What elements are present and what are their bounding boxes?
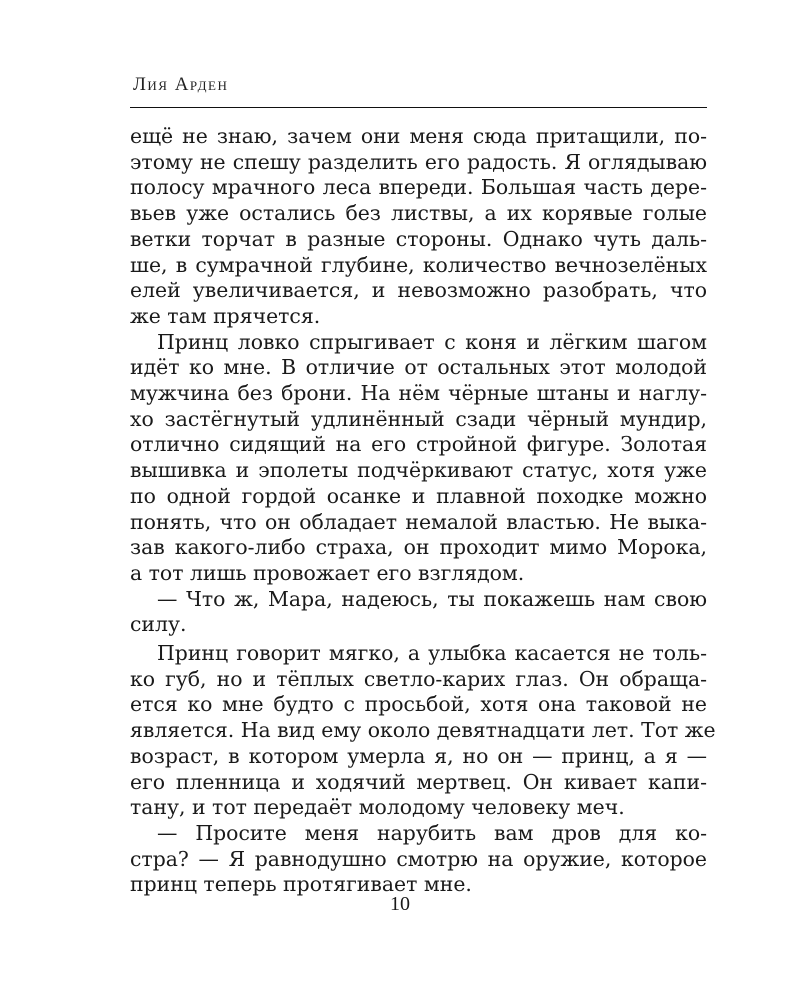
text-line: Принц говорит мягко, а улыбка касается не толь- (157, 641, 707, 666)
text-line: тану, и тот передаёт молодому человеку меч. (130, 795, 625, 820)
text-line: по одной гордой осанке и плавной походке можно (130, 483, 707, 508)
text-line: же там прячется. (130, 303, 321, 328)
text-line: его пленница и ходячий мертвец. Он кивает капи- (130, 769, 707, 794)
text-line: идёт ко мне. В отличие от остальных этот молодой (130, 355, 707, 380)
text-line: силу. (130, 612, 187, 637)
text-line: ше, в сумрачной глубине, количество вечнозелёных (130, 252, 707, 277)
text-line: — Что ж, Мара, надеюсь, ты покажешь нам свою (157, 586, 707, 611)
text-line: ко губ, но и тёплых светло-карих глаз. Он обраща- (130, 666, 707, 691)
text-line: вышивка и эполеты подчёркивают статус, хотя уже (130, 458, 707, 483)
text-line: отлично сидящий на его стройной фигуре. Золотая (130, 432, 707, 457)
text-line: стра? — Я равнодушно смотрю на оружие, которое (130, 846, 707, 871)
text-line: а тот лишь провожает его взглядом. (130, 560, 525, 585)
text-line: мужчина без брони. На нём чёрные штаны и наглу- (130, 381, 707, 406)
running-head-author: Лия Арден (133, 74, 229, 95)
text-line: ветки торчат в разные стороны. Однако чуть даль- (130, 226, 707, 251)
text-line: понять, что он обладает немалой властью. Не выка- (130, 509, 707, 534)
text-line: этому не спешу разделить его радость. Я оглядываю (130, 149, 707, 174)
text-line: принц теперь протягивает мне. (130, 872, 472, 897)
text-line: ещё не знаю, зачем они меня сюда притащили, по- (130, 124, 707, 148)
text-line: вьев уже остались без листвы, а их корявые голые (130, 201, 707, 226)
page-number: 10 (390, 893, 410, 915)
text-line: ется ко мне будто с просьбой, хотя она таковой не (130, 692, 707, 717)
text-line: Принц ловко спрыгивает с коня и лёгким шагом (157, 329, 707, 354)
text-line: елей увеличивается, и невозможно разобрать, что (130, 278, 707, 303)
body-text (130, 124, 716, 898)
text-line: хо застёгнутый удлинённый сзади чёрный мундир, (130, 406, 707, 431)
text-line: — Просите меня нарубить вам дров для ко- (157, 820, 707, 845)
header-rule (130, 107, 707, 108)
text-line: полосу мрачного леса впереди. Большая часть дере- (130, 175, 707, 200)
text-line: зав какого-либо страха, он проходит мимо Морока, (130, 535, 707, 560)
text-line: является. На вид ему около девятнадцати лет. Тот же (130, 718, 716, 743)
text-line: возраст, в котором умерла я, но он — принц, а я — (130, 743, 707, 768)
